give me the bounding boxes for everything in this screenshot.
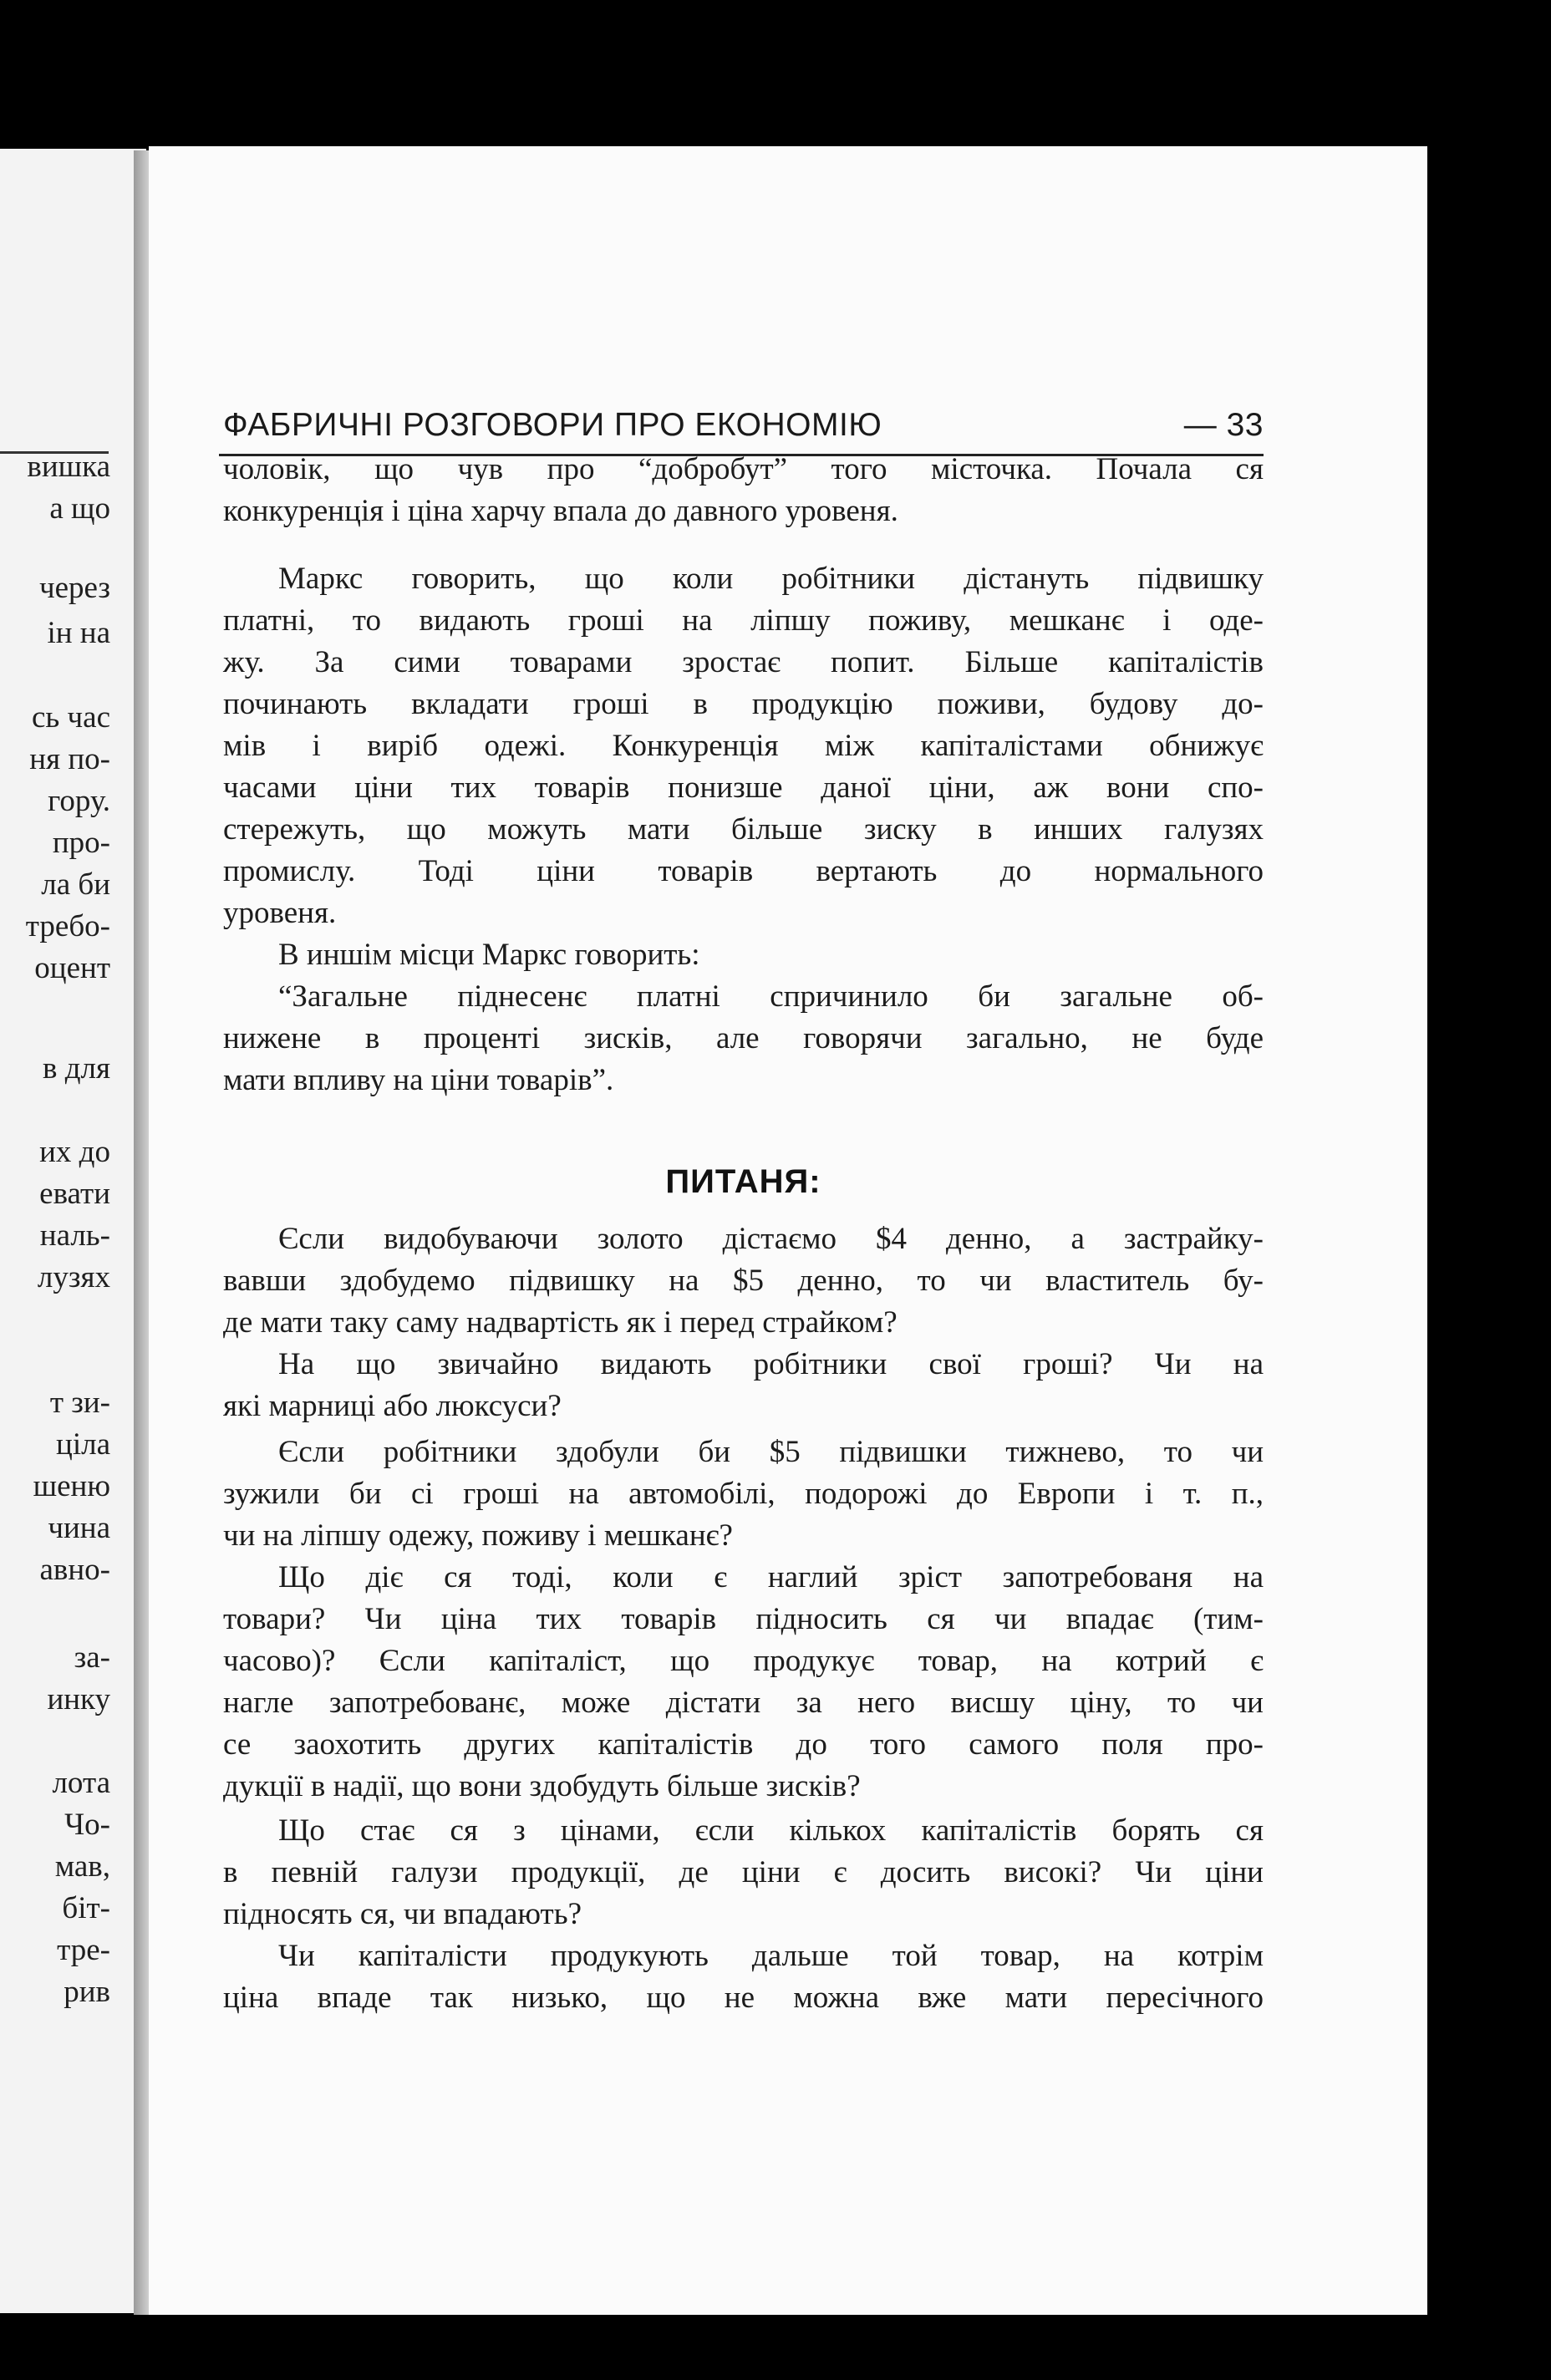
facing-page-fragment: оцент <box>34 951 110 985</box>
facing-page-fragment: евати <box>39 1177 110 1211</box>
text-line: де мати таку саму надвартість як і перед страйком? <box>223 1305 898 1340</box>
text-line: платні, то видають гроші на ліпшу поживу, мешканє і оде- <box>223 603 1264 638</box>
facing-page-fragment: их до <box>39 1135 110 1169</box>
text-line: промислу. Тоді ціни товарів вертають до нормального <box>223 854 1264 888</box>
text-line: мати впливу на ціни товарів”. <box>223 1063 614 1097</box>
facing-page-fragment: тре- <box>57 1933 110 1967</box>
facing-page-fragment: Чо- <box>64 1808 110 1842</box>
facing-page-fragment: за- <box>74 1640 110 1675</box>
text-line: “Загальне піднесенє платні спричинило би загальне об- <box>278 979 1264 1014</box>
facing-page-fragment: вишка <box>27 450 110 484</box>
facing-page-fragment: сь час <box>32 700 110 735</box>
facing-page-fragment: ла би <box>41 867 110 902</box>
facing-page-fragment: авно- <box>39 1553 110 1587</box>
facing-page-fragment: лузях <box>37 1260 110 1294</box>
running-title: ФАБРИЧНІ РОЗГОВОРИ ПРО ЕКОНОМІЮ <box>223 407 882 443</box>
facing-page-fragment: инку <box>47 1682 110 1716</box>
text-line: вавши здобудемо підвишку на $5 денно, то чи властитель бу- <box>223 1264 1264 1298</box>
text-line: уровеня. <box>223 896 337 930</box>
text-line: Єсли робітники здобули би $5 підвишки тижнево, то чи <box>278 1435 1264 1469</box>
text-line: починають вкладати гроші в продукцію поживи, будову до- <box>223 687 1264 721</box>
text-line: часово)? Єсли капіталіст, що продукує товар, на котрий є <box>223 1644 1264 1678</box>
text-line: стережуть, що можуть мати більше зиску в инших галузях <box>223 812 1264 847</box>
facing-page-fragment: ін на <box>47 616 110 650</box>
text-line: В иншім місци Маркс говорить: <box>278 938 700 972</box>
text-line: Єсли видобуваючи золото дістаємо $4 денно, а застрайку- <box>278 1222 1264 1256</box>
facing-page-fragment: через <box>38 571 110 605</box>
text-line: нагле запотребованє, може дістати за него висшу ціну, то чи <box>223 1686 1264 1720</box>
text-line: підносять ся, чи впадають? <box>223 1897 582 1931</box>
text-line: часами ціни тих товарів понизше даної ціни, аж вони спо- <box>223 770 1264 805</box>
text-line: се заохотить других капіталістів до того самого поля про- <box>223 1727 1264 1762</box>
text-line: в певній галузи продукції, де ціни є досить високі? Чи ціни <box>223 1855 1264 1889</box>
running-head <box>223 407 1264 444</box>
page-number: — 33 <box>1183 407 1264 443</box>
text-line: чи на ліпшу одежу, поживу і мешканє? <box>223 1518 733 1553</box>
facing-page-fragment: в для <box>42 1051 110 1086</box>
text-line: зужили би сі гроші на автомобілі, подорожі до Европи і т. п., <box>223 1477 1264 1511</box>
facing-page-fragment: лота <box>52 1766 110 1800</box>
text-line: Чи капіталісти продукують дальше той товар, на котрім <box>278 1939 1264 1973</box>
section-heading: ПИТАНЯ: <box>665 1163 821 1200</box>
facing-page-fragment: про- <box>52 826 110 860</box>
text-line: мів і виріб одежі. Конкуренція між капіталістами обнижує <box>223 729 1264 763</box>
facing-page-fragment: а що <box>49 491 110 526</box>
facing-page-fragment: рив <box>64 1975 110 2009</box>
text-line: Що діє ся тоді, коли є наглий зріст запотребованя на <box>278 1560 1264 1594</box>
text-line: чоловік, що чув про “добробут” того місточка. Почала ся <box>223 452 1264 486</box>
facing-page-fragment: біт- <box>62 1891 110 1925</box>
text-line: ціна впаде так низько, що не можна вже мати пересічного <box>223 1981 1264 2015</box>
text-line: На що звичайно видають робітники свої гроші? Чи на <box>278 1347 1264 1381</box>
text-line: конкуренція і ціна харчу впала до давного уровеня. <box>223 494 898 528</box>
facing-page-fragment: чина <box>48 1511 110 1545</box>
text-line: Що стає ся з цінами, єсли кількох капіталістів борять ся <box>278 1813 1264 1848</box>
text-line: товари? Чи ціна тих товарів підносить ся чи впадає (тим- <box>223 1602 1264 1636</box>
facing-page-fragment: мав, <box>54 1849 110 1884</box>
facing-page-fragment: наль- <box>39 1218 110 1253</box>
facing-page-fragment: т зи- <box>49 1386 110 1420</box>
text-line: Маркс говорить, що коли робітники дістануть підвишку <box>278 562 1264 596</box>
text-line: нижене в проценті зисків, але говорячи загально, не буде <box>223 1021 1264 1055</box>
facing-page-fragment: ціла <box>56 1427 110 1462</box>
text-line: які марниці або люксуси? <box>223 1389 562 1423</box>
text-line: дукції в надії, що вони здобудуть більше зисків? <box>223 1769 861 1803</box>
text-line: жу. За сими товарами зростає попит. Більше капіталістів <box>223 645 1264 679</box>
facing-page-fragment: гору. <box>48 784 110 818</box>
facing-page-fragment: ня по- <box>29 742 110 776</box>
facing-page-fragment: шеню <box>33 1469 110 1503</box>
facing-page-fragment: требо- <box>25 909 110 943</box>
